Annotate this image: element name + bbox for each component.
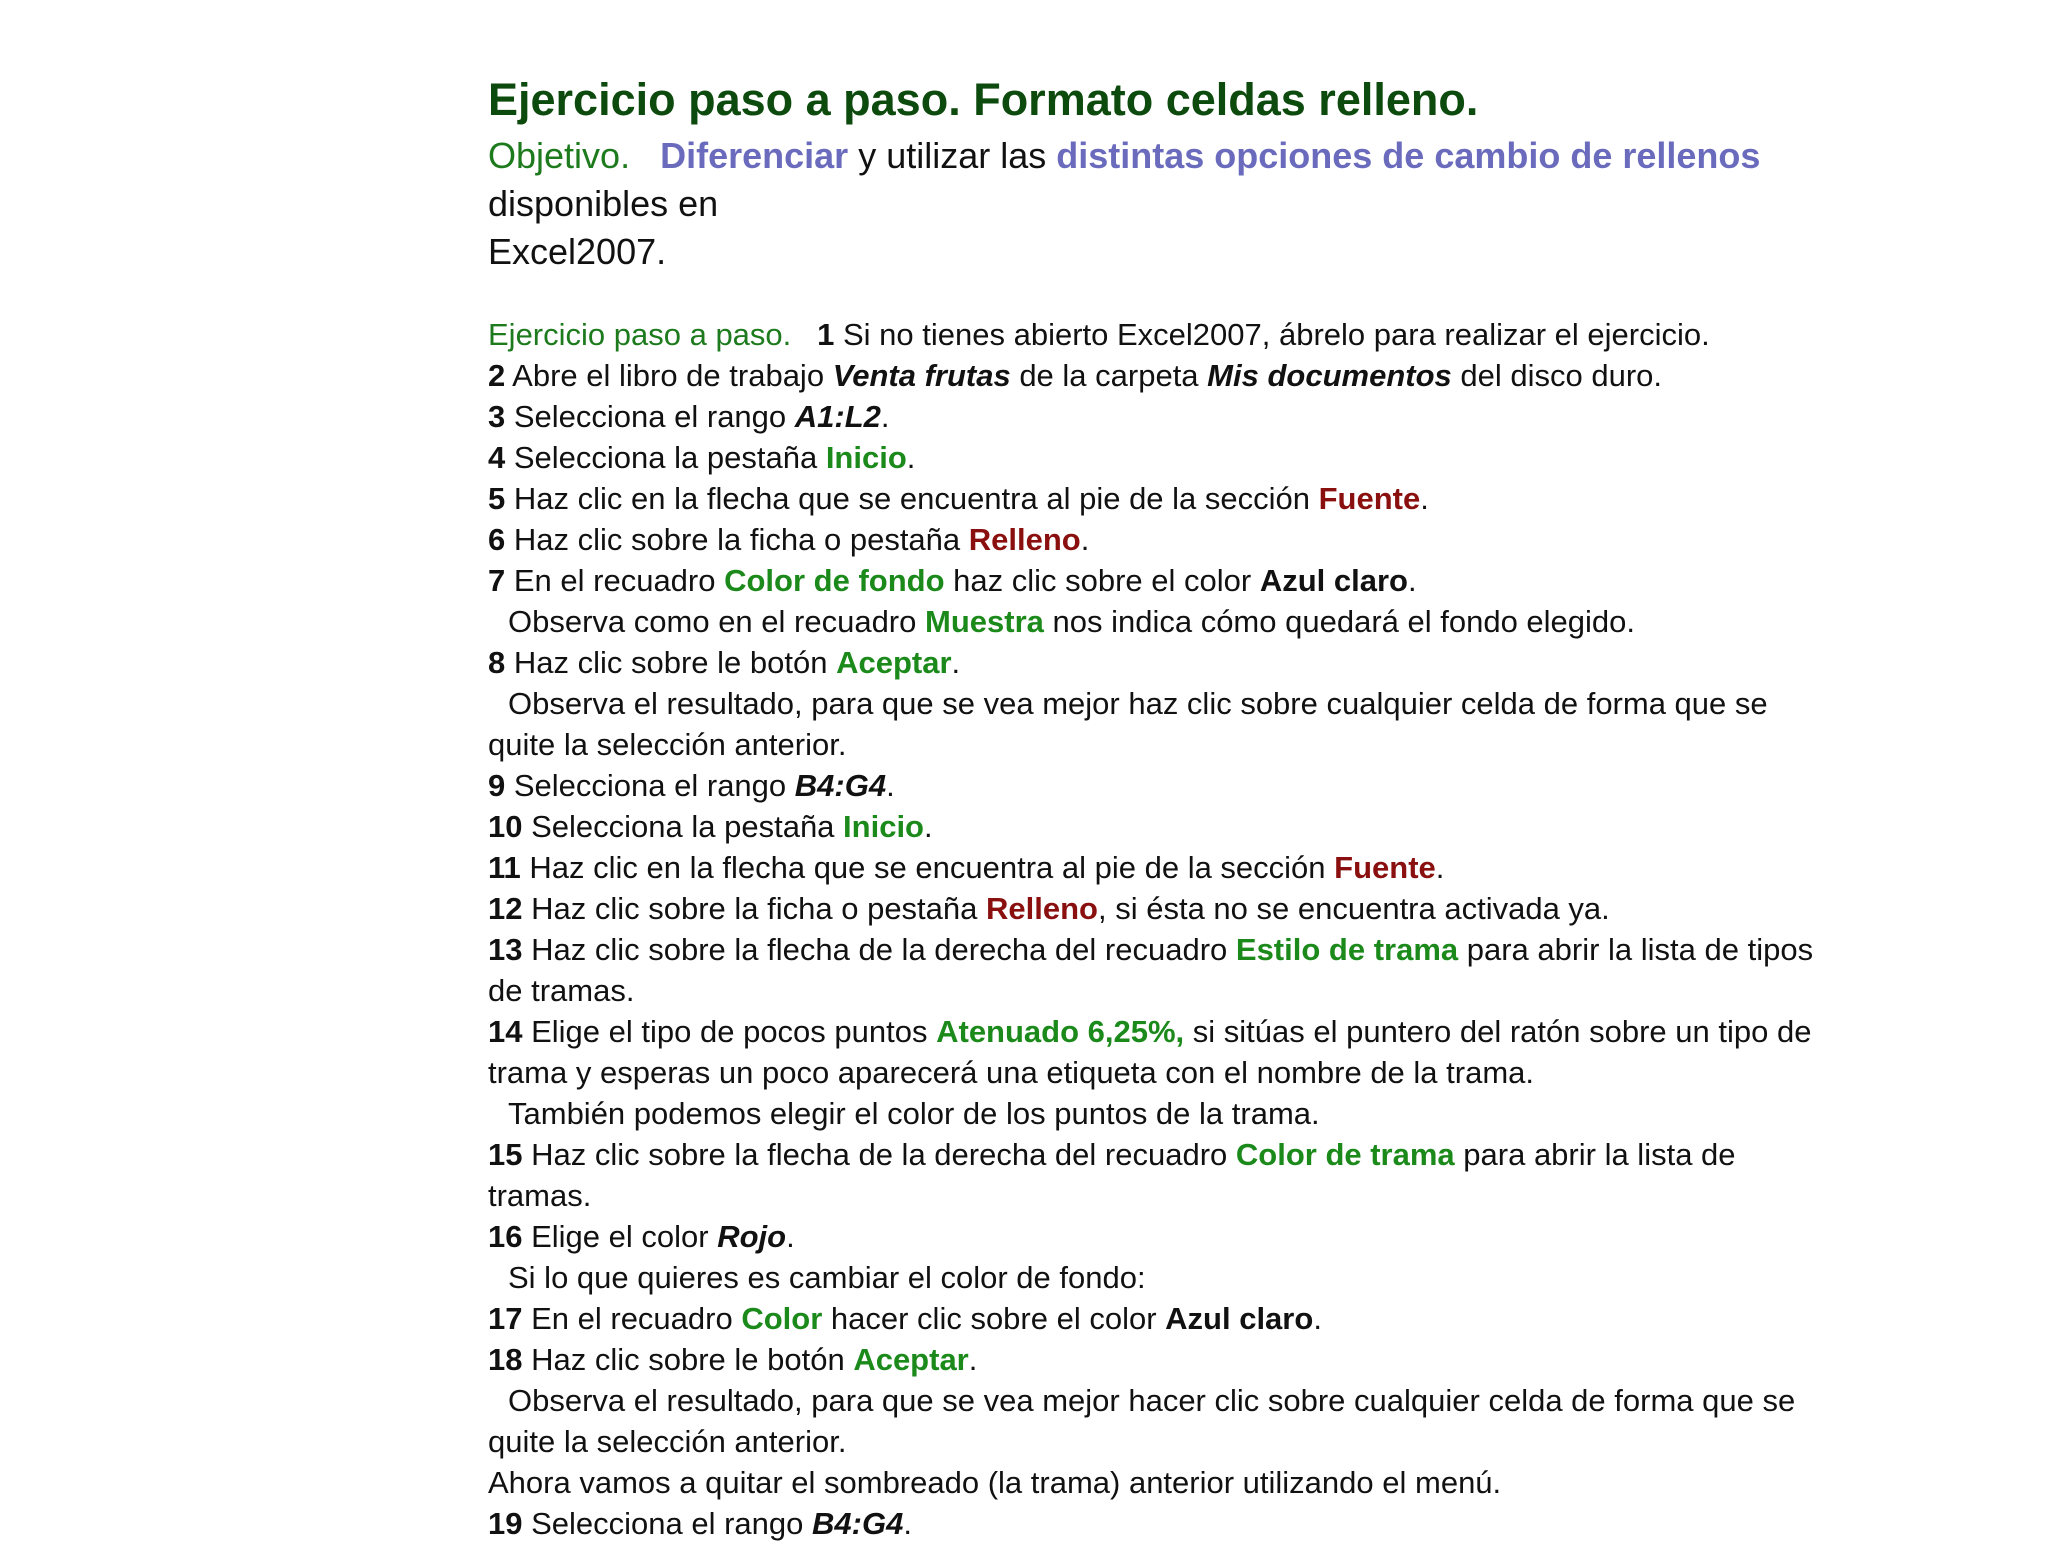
step-number: 14 [488, 1014, 523, 1049]
step-text: de la carpeta [1010, 358, 1208, 393]
step-9 [488, 765, 1988, 806]
section-name: Fuente [1318, 481, 1421, 516]
step-text: . [968, 1342, 978, 1377]
step-15-line-2: tramas. [488, 1178, 592, 1213]
cell-range: A1:L2 [794, 399, 881, 434]
step-8 [488, 642, 1988, 683]
step-number: 4 [488, 440, 506, 475]
step-14 [488, 1011, 1988, 1052]
step-11 [488, 847, 1988, 888]
step-text: En el recuadro [505, 563, 725, 598]
note-text: nos indica cómo quedará el fondo elegido. [1043, 604, 1636, 639]
objective-label: Objetivo. [488, 135, 631, 176]
objective-line-2: disponibles en [488, 183, 719, 224]
step-text: Elige el color [522, 1219, 718, 1254]
document-content [488, 68, 1988, 1544]
cell-range: B4:G4 [812, 1506, 904, 1541]
step-1 [488, 314, 1988, 355]
step-number: 2 [488, 358, 506, 393]
objective-keyword-2: distintas opciones de cambio de rellenos [1056, 135, 1761, 176]
step-text: . [951, 645, 961, 680]
step-text: . [1420, 481, 1429, 516]
note-14: También podemos elegir el color de los puntos de la trama. [508, 1096, 1320, 1131]
step-text: . [1407, 563, 1417, 598]
button-name: Aceptar [836, 645, 952, 680]
step-number: 8 [488, 645, 506, 680]
step-text: Haz clic sobre la ficha o pestaña [522, 891, 987, 926]
step-number: 11 [488, 850, 521, 885]
objective-keyword-1: Diferenciar [660, 135, 849, 176]
step-text: si sitúas el puntero del ratón sobre un tipo de [1184, 1014, 1812, 1049]
note-8-line-1: Observa el resultado, para que se vea mejor haz clic sobre cualquier celda de forma que se [508, 686, 1768, 721]
step-13-line-2: de tramas. [488, 973, 635, 1008]
step-7 [488, 560, 1988, 601]
instruction-remove-shading: Ahora vamos a quitar el sombreado (la trama) anterior utilizando el menú. [488, 1465, 1502, 1500]
step-text: , si ésta no se encuentra activada ya. [1097, 891, 1610, 926]
pattern-name: Atenuado 6,25%, [936, 1014, 1185, 1049]
step-text: Selecciona la pestaña [505, 440, 826, 475]
step-13 [488, 929, 1988, 970]
step-number: 3 [488, 399, 506, 434]
note-7 [488, 601, 1988, 642]
step-text: haz clic sobre el color [944, 563, 1260, 598]
step-text: . [903, 1506, 912, 1541]
color-name: Rojo [717, 1219, 787, 1254]
note-18-line-2: quite la selección anterior. [488, 1424, 847, 1459]
step-text: . [880, 399, 890, 434]
page-title: Ejercicio paso a paso. Formato celdas relleno. [488, 74, 1479, 125]
step-16 [488, 1216, 1988, 1257]
step-text: Selecciona el rango [522, 1506, 813, 1541]
step-text: Haz clic sobre la ficha o pestaña [505, 522, 969, 557]
objective-text-1: y utilizar las [848, 135, 1057, 176]
note-8-line-2: quite la selección anterior. [488, 727, 847, 762]
workbook-name: Venta frutas [832, 358, 1011, 393]
objective-line-3: Excel2007. [488, 231, 667, 272]
tab-name: Inicio [843, 809, 924, 844]
step-15 [488, 1134, 1988, 1175]
step-number: 6 [488, 522, 506, 557]
step-text: Selecciona el rango [505, 768, 795, 803]
objective-line-1 [488, 132, 1988, 180]
step-text: . [886, 768, 895, 803]
step-text: . [924, 809, 933, 844]
step-number: 13 [488, 932, 523, 967]
step-number: 18 [488, 1342, 523, 1377]
note-text: Observa como en el recuadro [508, 604, 925, 639]
section-name: Fuente [1334, 850, 1436, 885]
note-18-line-1: Observa el resultado, para que se vea mejor hacer clic sobre cualquier celda de forma que se [508, 1383, 1796, 1418]
step-number: 17 [488, 1301, 523, 1336]
cell-range: B4:G4 [794, 768, 887, 803]
step-19 [488, 1503, 1988, 1544]
step-10 [488, 806, 1988, 847]
box-name: Muestra [925, 604, 1044, 639]
step-4 [488, 437, 1988, 478]
step-text: . [1313, 1301, 1322, 1336]
step-14-line-2: trama y esperas un poco aparecerá una etiqueta con el nombre de la trama. [488, 1055, 1535, 1090]
step-number: 15 [488, 1137, 523, 1172]
box-name: Color de fondo [724, 563, 945, 598]
step-text: . [1435, 850, 1445, 885]
step-2 [488, 355, 1988, 396]
step-number: 1 [817, 317, 835, 352]
step-number: 9 [488, 768, 506, 803]
step-5 [488, 478, 1988, 519]
step-12 [488, 888, 1988, 929]
step-text: para abrir la lista de [1454, 1137, 1736, 1172]
step-text: Abre el libro de trabajo [505, 358, 833, 393]
step-number: 16 [488, 1219, 523, 1254]
step-18 [488, 1339, 1988, 1380]
step-text: En el recuadro [522, 1301, 742, 1336]
step-text: Si no tienes abierto Excel2007, ábrelo para realizar el ejercicio. [834, 317, 1710, 352]
step-text: Elige el tipo de pocos puntos [522, 1014, 937, 1049]
objective-paragraph [488, 132, 1988, 276]
step-17 [488, 1298, 1988, 1339]
note-16: Si lo que quieres es cambiar el color de fondo: [508, 1260, 1146, 1295]
step-text: . [1080, 522, 1090, 557]
steps-lead: Ejercicio paso a paso. [488, 317, 792, 352]
steps-list [488, 314, 1988, 1544]
step-number: 19 [488, 1506, 523, 1541]
step-text: Haz clic en la flecha que se encuentra al pie de la sección [520, 850, 1335, 885]
step-text: del disco duro. [1451, 358, 1662, 393]
color-name: Azul claro [1165, 1301, 1314, 1336]
step-text: Selecciona el rango [505, 399, 795, 434]
step-3 [488, 396, 1988, 437]
step-text: Haz clic sobre la flecha de la derecha del recuadro [522, 932, 1236, 967]
folder-name: Mis documentos [1207, 358, 1452, 393]
step-text: hacer clic sobre el color [822, 1301, 1166, 1336]
color-name: Azul claro [1259, 563, 1408, 598]
step-text: Haz clic en la flecha que se encuentra al pie de la sección [505, 481, 1319, 516]
tab-name: Relleno [986, 891, 1098, 926]
step-text: Haz clic sobre le botón [505, 645, 837, 680]
step-number: 12 [488, 891, 523, 926]
box-name: Estilo de trama [1235, 932, 1459, 967]
step-text: Haz clic sobre la flecha de la derecha del recuadro [522, 1137, 1236, 1172]
step-text: . [786, 1219, 795, 1254]
step-text: Haz clic sobre le botón [522, 1342, 854, 1377]
step-text: Selecciona la pestaña [522, 809, 844, 844]
box-name: Color [741, 1301, 823, 1336]
step-6 [488, 519, 1988, 560]
step-number: 7 [488, 563, 506, 598]
step-number: 10 [488, 809, 523, 844]
step-text: . [906, 440, 916, 475]
step-number: 5 [488, 481, 506, 516]
tab-name: Relleno [968, 522, 1081, 557]
box-name: Color de trama [1235, 1137, 1455, 1172]
tab-name: Inicio [825, 440, 907, 475]
button-name: Aceptar [853, 1342, 969, 1377]
step-text: para abrir la lista de tipos [1458, 932, 1814, 967]
